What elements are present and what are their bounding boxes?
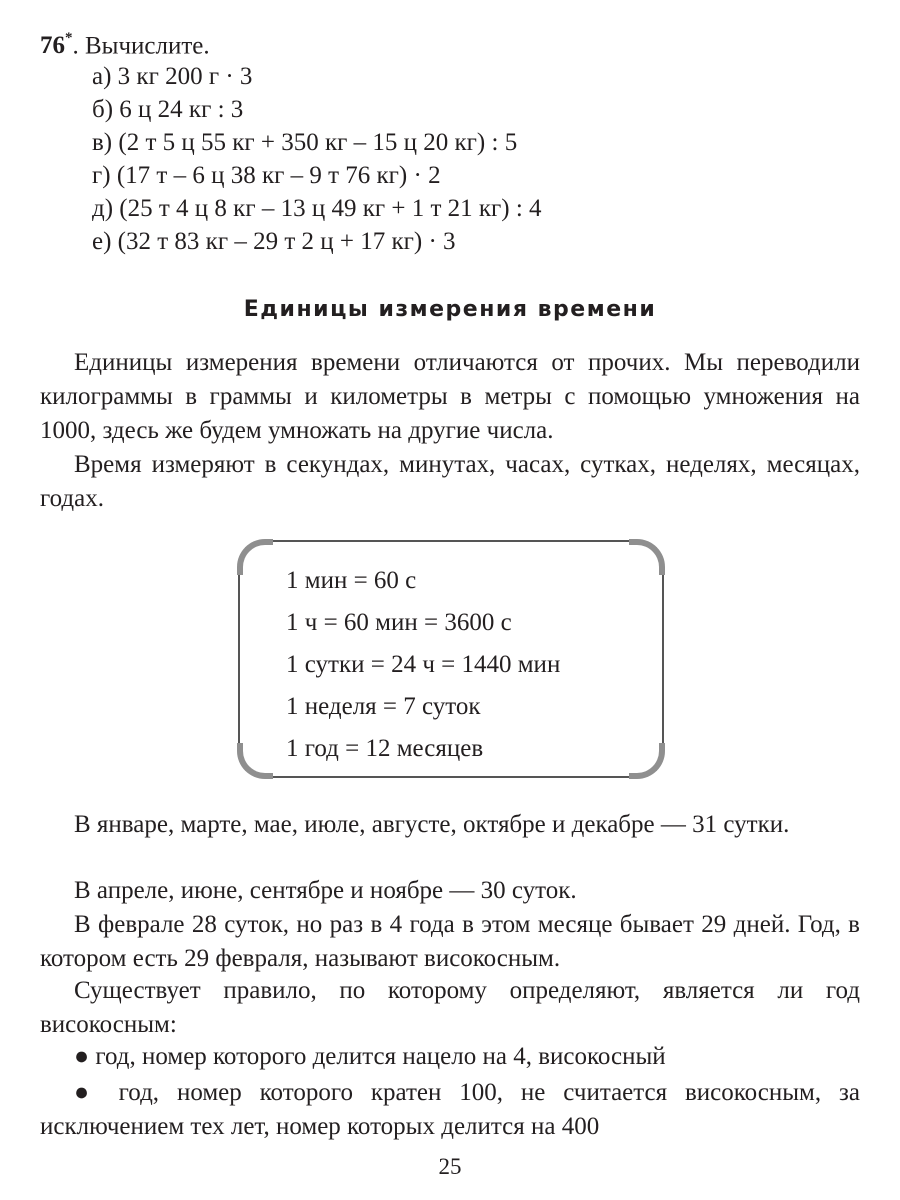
exercise-item: б) 6 ц 24 кг : 3 — [92, 96, 244, 123]
leap-rule-bullet: ● год, номер которого кратен 100, не считается високосным, за исключением тех лет, номер которых делится на 400 — [40, 1079, 860, 1140]
months-31-paragraph: В январе, марте, мае, июле, августе, октябре и декабре — 31 сутки. — [74, 811, 790, 838]
exercise-item: г) (17 т – 6 ц 38 кг – 9 т 76 кг) · 2 — [92, 162, 441, 189]
time-units-list — [286, 560, 560, 770]
exercise-item: д) (25 т 4 ц 8 кг – 13 ц 49 кг + 1 т 21 кг) : 4 — [92, 195, 542, 222]
exercise-list — [92, 60, 542, 258]
intro-paragraph: Единицы измерения времени отличаются от прочих. Мы переводили килограммы в граммы и километры в метры с помощью умножения на 1000, здесь же будем умножать на другие числа. — [40, 349, 860, 444]
time-unit-line: 1 ч = 60 мин = 3600 с — [286, 609, 512, 636]
box-corner-decoration — [629, 743, 665, 779]
time-unit-line: 1 мин = 60 с — [286, 567, 417, 594]
task-heading — [40, 22, 210, 64]
time-unit-line: 1 неделя = 7 суток — [286, 693, 481, 720]
box-corner-decoration — [237, 539, 273, 575]
section-title: Единицы измерения времени — [243, 297, 657, 322]
leap-rule-bullet: ● год, номер которого делится нацело на 4, високосный — [74, 1043, 666, 1070]
box-corner-decoration — [629, 539, 665, 575]
time-units-box — [238, 540, 664, 778]
months-30-paragraph: В апреле, июне, сентябре и ноябре — 30 суток. — [74, 877, 577, 904]
units-paragraph: Время измеряют в секундах, минутах, часах, сутках, неделях, месяцах, годах. — [40, 451, 860, 512]
page-number: 25 — [438, 1154, 462, 1179]
task-star-mark: * — [65, 30, 73, 46]
task-number: 76* — [40, 30, 73, 60]
time-unit-line: 1 год = 12 месяцев — [286, 735, 484, 762]
leap-rule-paragraph: Существует правило, по которому определяют, является ли год високосным: — [40, 977, 860, 1038]
task-title: . Вычислите. — [72, 32, 210, 60]
exercise-item: е) (32 т 83 кг – 29 т 2 ц + 17 кг) · 3 — [92, 228, 456, 255]
time-unit-line: 1 сутки = 24 ч = 1440 мин — [286, 651, 561, 678]
box-corner-decoration — [237, 743, 273, 779]
exercise-item: в) (2 т 5 ц 55 кг + 350 кг – 15 ц 20 кг) : 5 — [92, 129, 518, 156]
february-paragraph: В феврале 28 суток, но раз в 4 года в этом месяце бывает 29 дней. Год, в котором есть 29 февраля, называют високосным. — [40, 911, 860, 972]
exercise-item: а) 3 кг 200 г · 3 — [92, 63, 253, 90]
